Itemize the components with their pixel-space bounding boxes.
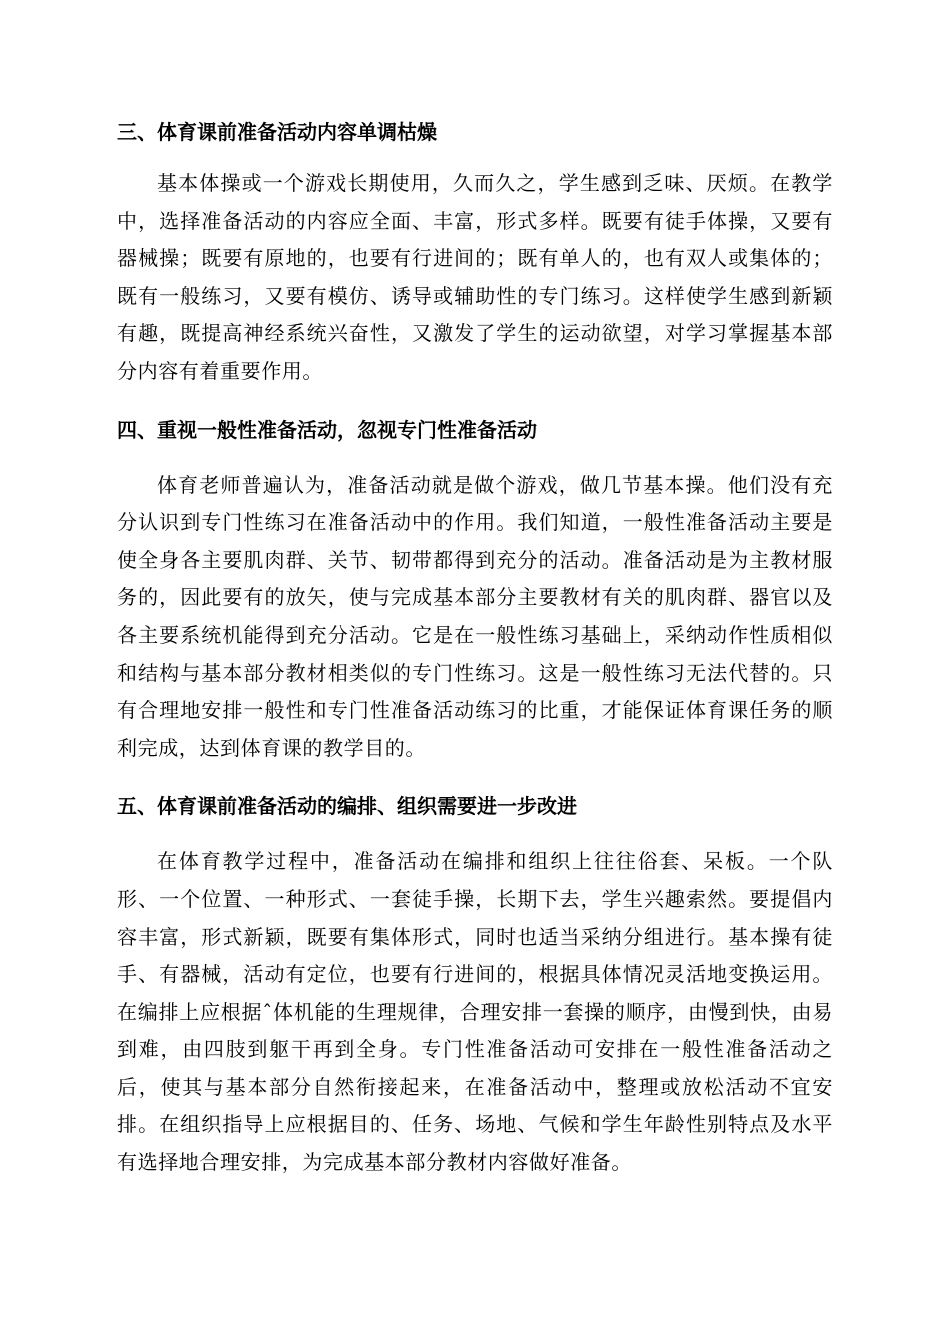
- section-paragraph-4: 体育老师普遍认为，准备活动就是做个游戏，做几节基本操。他们没有充分认识到专门性练习在准备活动中的作用。我们知道，一般性准备活动主要是使全身各主要肌肉群、关节、韧带都得到充分的活动。准备活动是为主教材服务的，因此要有的放矢，使与完成基本部分主要教材有关的肌肉群、器官以及各主要系统机能得到充分活动。它是在一般性练习基础上，采纳动作性质相似和结构与基本部分教材相类似的专门性练习。这是一般性练习无法代替的。只有合理地安排一般性和专门性准备活动练习的比重，才能保证体育课任务的顺利完成，达到体育课的教学目的。: [117, 472, 833, 760]
- section-heading-4: 四、重视一般性准备活动，忽视专门性准备活动: [117, 417, 537, 442]
- section-heading-5: 五、体育课前准备活动的编排、组织需要进一步改进: [117, 794, 577, 819]
- section-heading-3: 三、体育课前准备活动内容单调枯燥: [117, 120, 437, 144]
- section-paragraph-3: 基本体操或一个游戏长期使用，久而久之，学生感到乏味、厌烦。在教学中，选择准备活动的内容应全面、丰富，形式多样。既要有徒手体操，又要有器械操；既要有原地的，也要有行进间的；既有单人的，也有双人或集体的；既有一般练习，又要有模仿、诱导或辅助性的专门练习。这样使学生感到新颖有趣，既提高神经系统兴奋性，又激发了学生的运动欲望，对学习掌握基本部分内容有着重要作用。: [117, 171, 833, 383]
- section-paragraph-5: 在体育教学过程中，准备活动在编排和组织上往往俗套、呆板。一个队形、一个位置、一种形式、一套徒手操，长期下去，学生兴趣索然。要提倡内容丰富，形式新颖，既要有集体形式，同时也适当采纳分组进行。基本操有徒手、有器械，活动有定位，也要有行进间的，根据具体情况灵活地变换运用。在编排上应根据ˆ体机能的生理规律，合理安排一套操的顺序，由慢到快，由易到难，由四肢到躯干再到全身。专门性准备活动可安排在一般性准备活动之后，使其与基本部分自然衔接起来，在准备活动中，整理或放松活动不宜安排。在组织指导上应根据目的、任务、场地、气候和学生年龄性别特点及水平有选择地合理安排，为完成基本部分教材内容做好准备。: [117, 849, 833, 1175]
- document-body: [117, 113, 833, 1182]
